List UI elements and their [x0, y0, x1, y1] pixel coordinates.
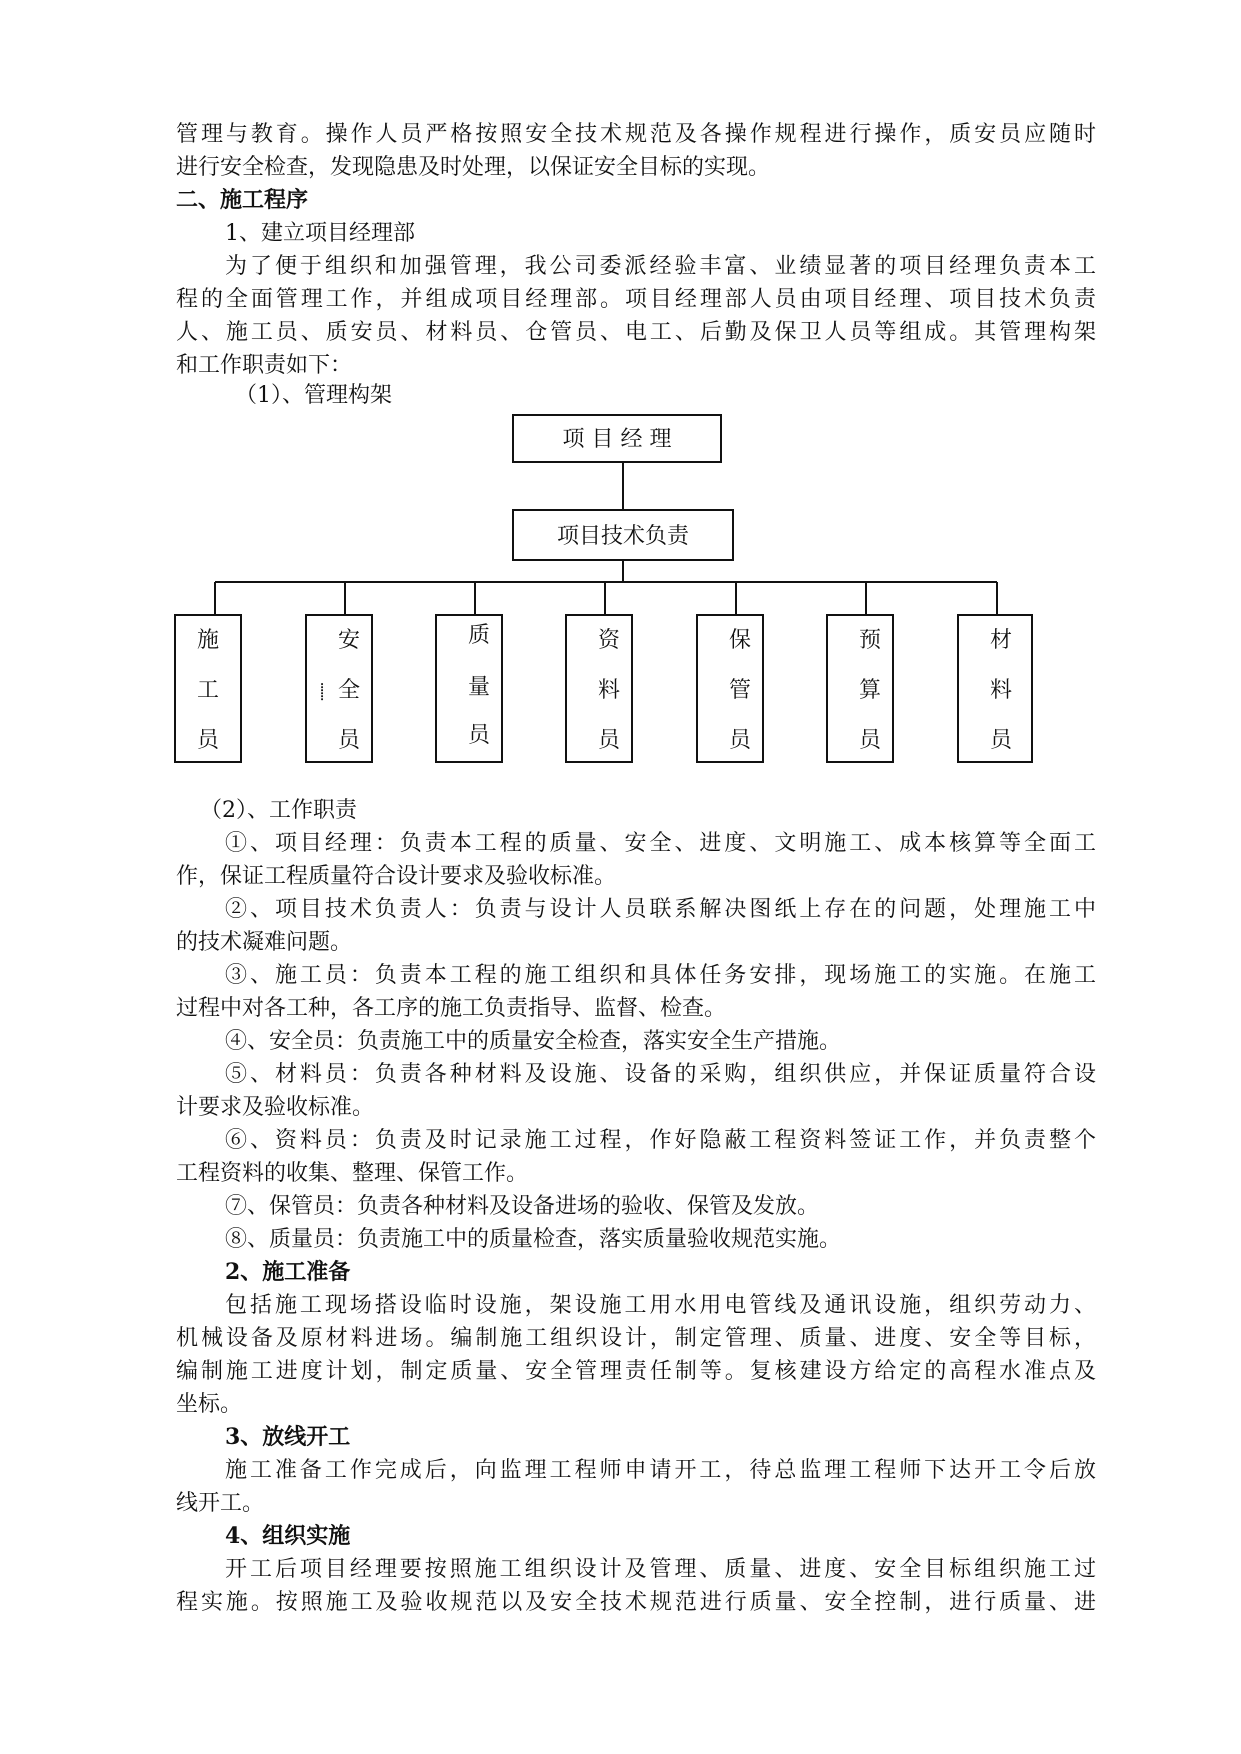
org-chart — [0, 0, 1241, 800]
paragraph-line: 人、施工员、质安员、材料员、仓管员、电工、后勤及保卫人员等组成。其管理构架 — [176, 320, 1096, 345]
paragraph-line: 编制施工进度计划，制定质量、安全管理责任制等。复核建设方给定的高程水准点及 — [176, 1359, 1096, 1384]
org-box-budget-staff — [827, 615, 893, 762]
paragraph-line: 线开工。 — [176, 1491, 265, 1516]
subsection-heading: 3、放线开工 — [225, 1424, 351, 1450]
paragraph-line: 机械设备及原材料进场。编制施工组织设计，制定管理、质量、进度、安全等目标， — [176, 1326, 1096, 1351]
duty-line: 工程资料的收集、整理、保管工作。 — [176, 1161, 529, 1186]
paragraph-line: 为了便于组织和加强管理，我公司委派经验丰富、业绩显著的项目经理负责本工 — [225, 254, 1096, 279]
org-box-char: 资 — [597, 628, 621, 653]
duty-line: ②、项目技术负责人：负责与设计人员联系解决图纸上存在的问题，处理施工中 — [225, 897, 1096, 922]
org-box-documentation-staff — [566, 615, 632, 762]
org-box-technical-lead — [513, 510, 733, 560]
org-box-label: 项 目 经 理 — [562, 427, 672, 452]
org-box-char: 员 — [728, 728, 752, 753]
duty-line: ⑥、资料员：负责及时记录施工过程，作好隐蔽工程资料签证工作，并负责整个 — [225, 1128, 1096, 1153]
duty-line: 作，保证工程质量符合设计要求及验收标准。 — [176, 864, 617, 889]
org-box-materials-staff — [958, 615, 1032, 762]
subsection-heading: 4、组织实施 — [225, 1523, 351, 1549]
org-box-char: 管 — [728, 678, 752, 703]
org-box-char: 员 — [858, 728, 882, 753]
org-box-char: 员 — [467, 723, 491, 748]
org-box-char: 预 — [858, 628, 882, 653]
org-box-char: 保 — [728, 628, 752, 653]
duty-line: 过程中对各工种，各工序的施工负责指导、监督、检查。 — [176, 996, 727, 1021]
org-box-char: 全 — [337, 678, 361, 703]
paragraph-line: 进行安全检查，发现隐患及时处理，以保证安全目标的实现。 — [176, 155, 771, 180]
org-box-construction-staff — [175, 615, 241, 762]
org-box-storekeeper — [697, 615, 763, 762]
duty-line: ③、施工员：负责本工程的施工组织和具体任务安排，现场施工的实施。在施工 — [225, 963, 1096, 988]
org-box-char: 员 — [196, 728, 220, 753]
subsection-label: （1）、管理构架 — [235, 383, 392, 408]
org-box-char: 量 — [467, 675, 491, 700]
duty-line: ⑦、保管员：负责各种材料及设备进场的验收、保管及发放。 — [225, 1194, 820, 1219]
section-heading: 二、施工程序 — [176, 187, 309, 213]
paragraph-line: 程实施。按照施工及验收规范以及安全技术规范进行质量、安全控制，进行质量、进 — [176, 1590, 1096, 1615]
org-box-char: 料 — [989, 678, 1013, 703]
org-box-project-manager — [513, 415, 721, 462]
org-box-char: 工 — [196, 678, 220, 703]
subsection-heading: 1、建立项目经理部 — [225, 221, 415, 246]
org-box-safety-staff — [306, 615, 372, 762]
org-box-char: 材 — [989, 628, 1013, 653]
duty-line: ⑧、质量员：负责施工中的质量检查，落实质量验收规范实施。 — [225, 1227, 842, 1252]
org-box-char: 质 — [467, 623, 491, 648]
subsection-label: （2）、工作职责 — [200, 798, 357, 823]
duty-line: ⑤、材料员：负责各种材料及设施、设备的采购，组织供应，并保证质量符合设 — [225, 1062, 1096, 1087]
paragraph-line: 施工准备工作完成后，向监理工程师申请开工，待总监理工程师下达开工令后放 — [225, 1458, 1096, 1483]
paragraph-line: 开工后项目经理要按照施工组织设计及管理、质量、进度、安全目标组织施工过 — [225, 1557, 1096, 1582]
duty-line: ①、项目经理：负责本工程的质量、安全、进度、文明施工、成本核算等全面工 — [225, 831, 1096, 856]
org-box-quality-staff — [436, 615, 502, 762]
paragraph-line: 和工作职责如下： — [176, 353, 353, 378]
paragraph-line: 坐标。 — [176, 1392, 243, 1417]
org-box-char: 员 — [337, 728, 361, 753]
subsection-heading: 2、施工准备 — [225, 1259, 351, 1285]
org-box-char: 员 — [597, 728, 621, 753]
paragraph-line: 管理与教育。操作人员严格按照安全技术规范及各操作规程进行操作，质安员应随时 — [176, 122, 1096, 147]
stray-mark: ⸽ — [320, 682, 325, 701]
paragraph-line: 包括施工现场搭设临时设施，架设施工用水用电管线及通讯设施，组织劳动力、 — [225, 1293, 1096, 1318]
org-box-char: 算 — [858, 678, 882, 703]
org-box-char: 安 — [337, 628, 361, 653]
duty-line: ④、安全员：负责施工中的质量安全检查，落实安全生产措施。 — [225, 1029, 842, 1054]
org-box-label: 项目技术负责 — [556, 524, 690, 549]
duty-line: 计要求及验收标准。 — [176, 1095, 375, 1120]
duty-line: 的技术凝难问题。 — [176, 930, 353, 955]
org-box-char: 员 — [989, 728, 1013, 753]
org-box-char: 施 — [196, 628, 220, 653]
org-box-char: 料 — [597, 678, 621, 703]
paragraph-line: 程的全面管理工作，并组成项目经理部。项目经理部人员由项目经理、项目技术负责 — [176, 287, 1096, 312]
